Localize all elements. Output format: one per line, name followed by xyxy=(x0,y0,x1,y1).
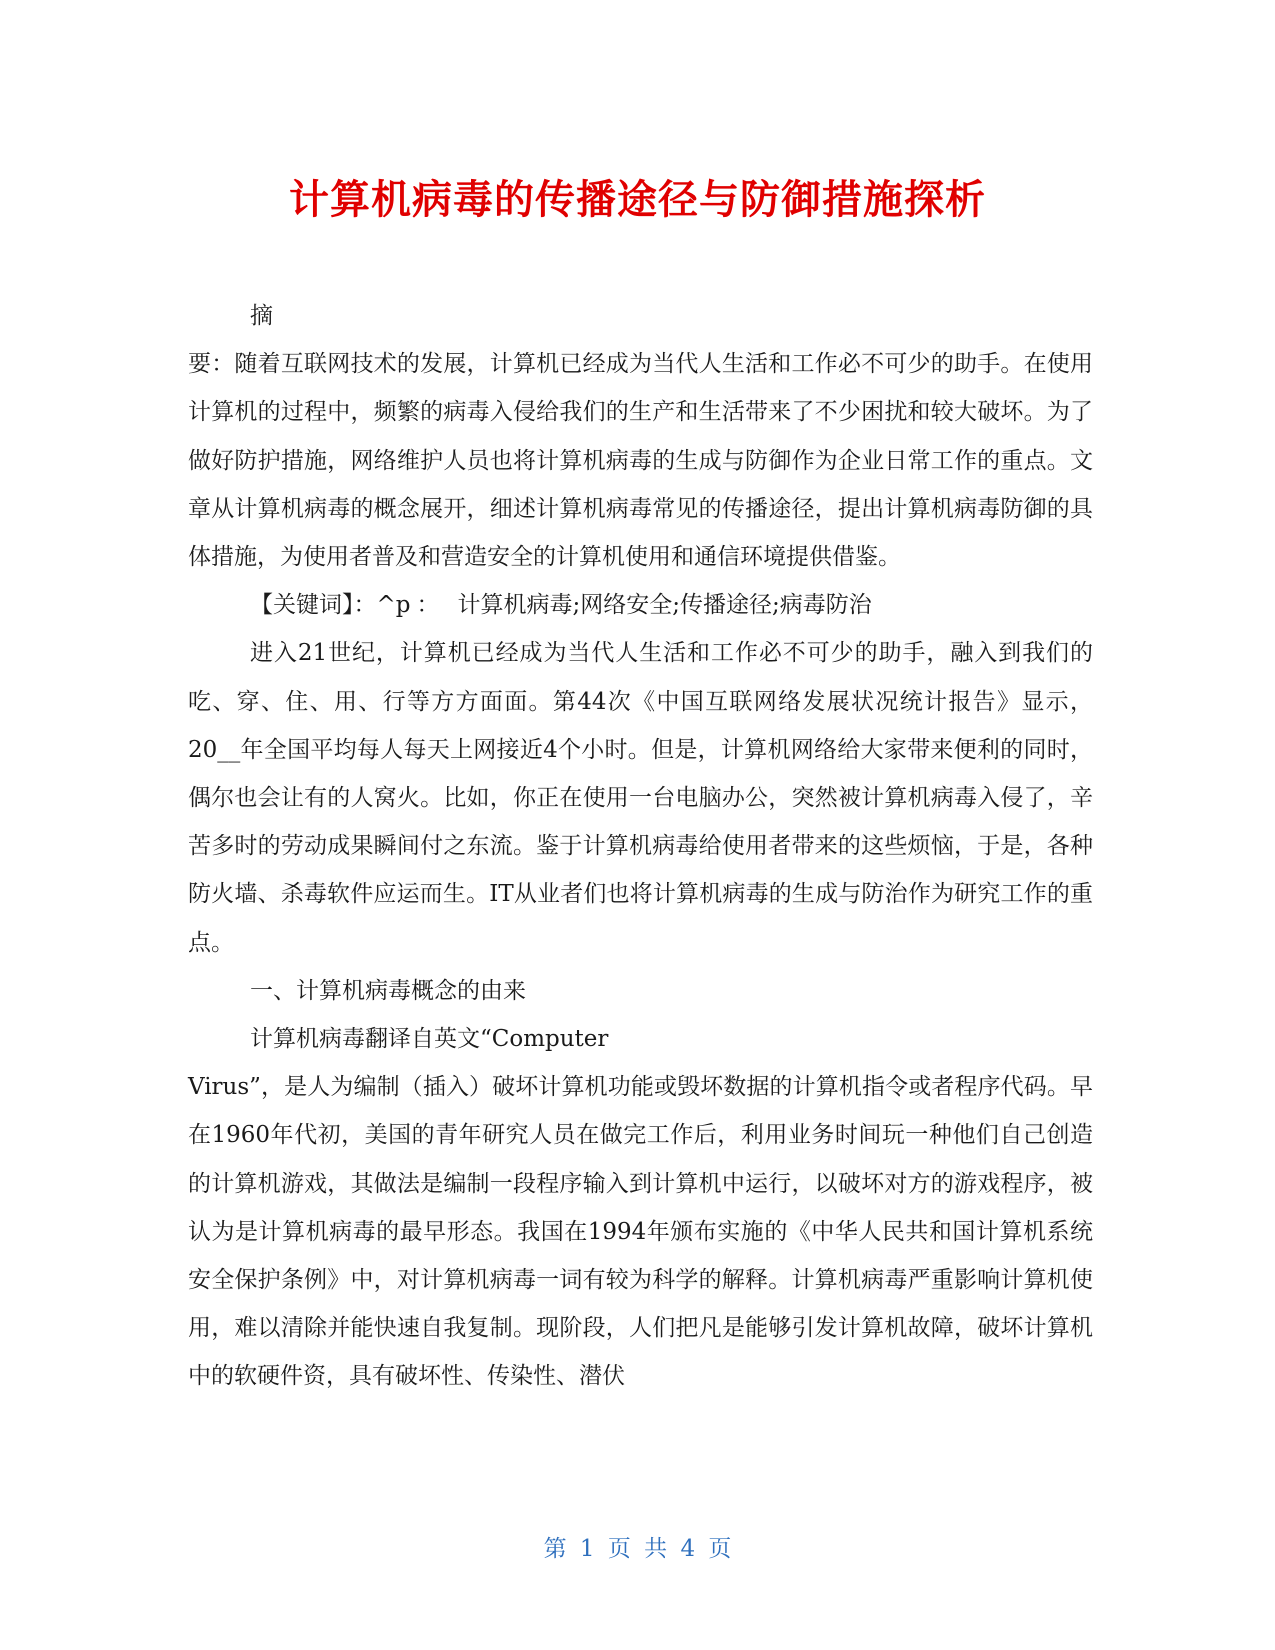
document-title: 计算机病毒的传播途径与防御措施探析 xyxy=(289,177,986,223)
keywords-label: 【关键词】：^p xyxy=(250,592,411,619)
abstract-body: 要：随着互联网技术的发展，计算机已经成为当代人生活和工作必不可少的助手。在使用计算机的过程中，频繁的病毒入侵给我们的生产和生活带来了不少困扰和较大破坏。为了做好防护措施，网络维护人员也将计算机病毒的生成与防御作为企业日常工作的重点。文章从计算机病毒的概念展开，细述计算机病毒常见的传播途径，提出计算机病毒防御的具体措施，为使用者普及和营造安全的计算机使用和通信环境提供借鉴。 xyxy=(188,351,1093,571)
section-heading: 一、计算机病毒概念的由来 xyxy=(250,977,526,1004)
intro-paragraph: 进入21世纪，计算机已经成为当代人生活和工作必不可少的助手，融入到我们的吃、穿、住、用、行等方方面面。第44次《中国互联网络发展状况统计报告》显示，20__年全国平均每人每天上网接近4个小时。但是，计算机网络给大家带来便利的同时，偶尔也会让有的人窝火。比如，你正在使用一台电脑办公，突然被计算机病毒入侵了，辛苦多时的劳动成果瞬间付之东流。鉴于计算机病毒给使用者带来的这些烦恼，于是，各种防火墙、杀毒软件应运而生。IT从业者们也将计算机病毒的生成与防治作为研究工作的重点。 xyxy=(188,640,1093,956)
section-first-line: 计算机病毒翻译自英文“Computer xyxy=(250,1026,609,1053)
section-body: Virus”，是人为编制（插入）破坏计算机功能或毁坏数据的计算机指令或者程序代码。早在1960年代初，美国的青年研究人员在做完工作后，利用业务时间玩一种他们自己创造的计算机游戏，其做法是编制一段程序输入到计算机中运行，以破坏对方的游戏程序，被认为是计算机病毒的最早形态。我国在1994年颁布实施的《中华人民共和国计算机系统安全保护条例》中，对计算机病毒一词有较为科学的解释。计算机病毒严重影响计算机使用，难以清除并能快速自我复制。现阶段，人们把凡是能够引发计算机故障，破坏计算机中的软硬件资，具有破坏性、传染性、潜伏 xyxy=(188,1074,1093,1390)
keywords-line xyxy=(188,581,1093,629)
document-body xyxy=(188,292,1093,1401)
keywords-list: 计算机病毒;网络安全;传播途径;病毒防治 xyxy=(457,592,872,619)
page-footer: 第 1 页 共 4 页 xyxy=(543,1536,732,1562)
keywords-separator: ： xyxy=(416,592,440,619)
abstract-head: 摘 xyxy=(250,303,273,329)
